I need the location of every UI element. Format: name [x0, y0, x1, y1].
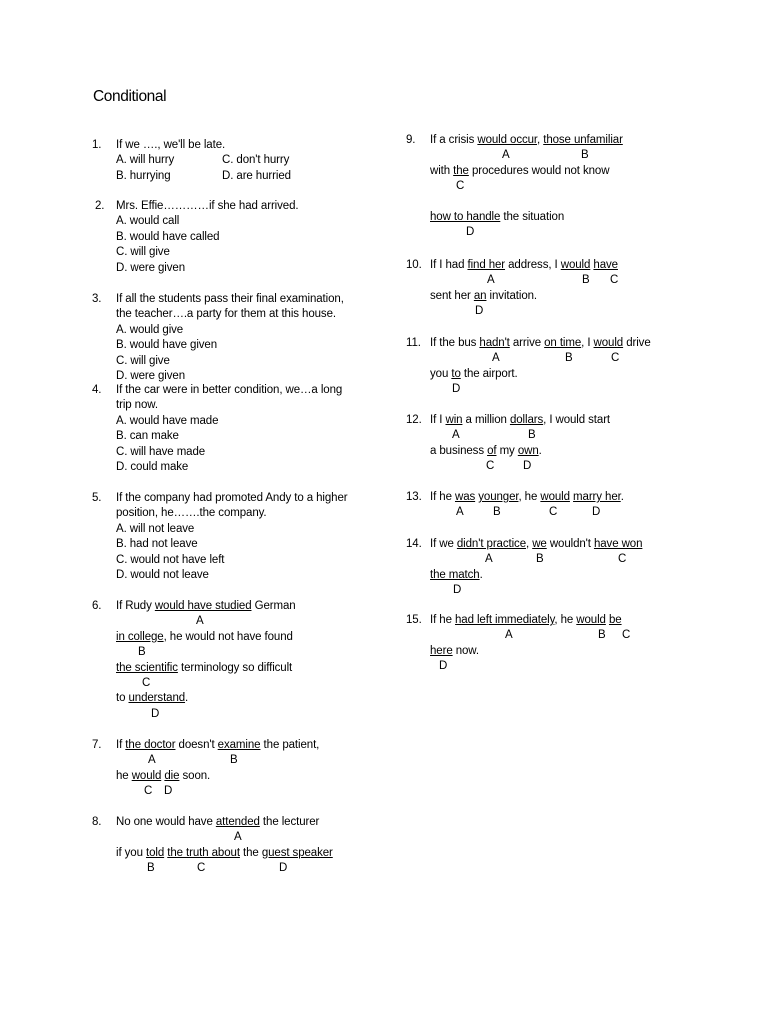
- label-d: D: [466, 226, 475, 239]
- underlined-d: own: [517, 444, 539, 457]
- question-stem: trip now.: [116, 399, 158, 412]
- underlined-d: to: [451, 367, 461, 380]
- question-5: [92, 491, 348, 583]
- label-a: A: [456, 506, 464, 519]
- underlined-d: marry her: [573, 491, 621, 503]
- label-d: D: [439, 660, 448, 673]
- question-number: 12.: [406, 414, 422, 426]
- option-b: B. would have given: [116, 339, 218, 352]
- underlined-c: have won: [593, 538, 643, 550]
- underlined-c: would: [540, 491, 570, 503]
- underlined-a: attended: [215, 816, 260, 828]
- question-number: 7.: [92, 739, 102, 751]
- label-b: B: [565, 352, 573, 365]
- label-a: A: [234, 831, 242, 844]
- label-b: B: [138, 646, 146, 659]
- question-number: 2.: [95, 200, 105, 212]
- underlined-b: told: [145, 846, 165, 859]
- question-6: 6. If Rudy would have studied German A in college, he would not have found B the scientific terminology so difficult C to understand. D: [116, 599, 296, 722]
- label-d: D: [151, 707, 160, 720]
- label-c: C: [486, 460, 495, 473]
- option-a: A. will not leave: [116, 522, 195, 535]
- option-c: C. will have made: [116, 445, 206, 458]
- option-d: D. were given: [116, 370, 186, 383]
- label-c: C: [144, 785, 153, 798]
- label-b: B: [536, 553, 544, 566]
- underlined-b: in college: [116, 630, 164, 643]
- question-number: 9.: [406, 134, 416, 146]
- option-d: D. could make: [116, 461, 189, 474]
- underlined-d: here: [430, 644, 453, 657]
- label-c: C: [611, 352, 620, 365]
- label-d: D: [453, 584, 462, 597]
- option-b: B. would have called: [116, 230, 220, 243]
- question-10: 10. If I had find her address, I would have A B C sent her an invitation. D: [430, 258, 618, 320]
- underlined-d: understand: [128, 692, 186, 705]
- question-number: 4.: [92, 384, 102, 396]
- option-c: C. would not have left: [116, 553, 225, 566]
- underlined-d: an: [473, 289, 487, 302]
- underlined-c: the scientific: [116, 661, 178, 674]
- question-number: 15.: [406, 614, 422, 626]
- question-stem: If the company had promoted Andy to a higher: [116, 492, 348, 504]
- underlined-d: how to handle: [430, 210, 501, 223]
- options: [116, 153, 342, 184]
- question-3: [92, 292, 344, 384]
- label-c: C: [622, 629, 631, 642]
- question-13: 13. If he was younger, he would marry her. A B C D: [430, 490, 624, 521]
- underlined-a: didn't practice: [456, 538, 526, 550]
- underlined-b: on time: [544, 337, 582, 349]
- question-14: 14. If we didn't practice, we wouldn't have won A B C the match. D: [430, 537, 642, 599]
- label-c: C: [549, 506, 558, 519]
- underlined-c: the truth about: [167, 846, 240, 859]
- underlined-b: those unfamiliar: [543, 134, 623, 146]
- label-b: B: [147, 862, 155, 875]
- label-c: C: [610, 274, 619, 287]
- underlined-a: was: [454, 491, 476, 503]
- question-number: 13.: [406, 491, 422, 503]
- question-4: [92, 383, 343, 475]
- label-d: D: [279, 862, 288, 875]
- label-b: B: [493, 506, 501, 519]
- label-a: A: [492, 352, 500, 365]
- option-a: A. would have made: [116, 414, 219, 427]
- label-c: C: [456, 180, 465, 193]
- question-number: 1.: [92, 139, 102, 151]
- label-d: D: [452, 383, 461, 396]
- underlined-a: had left immediately: [454, 614, 555, 626]
- question-stem: position, he…….the company.: [116, 507, 267, 520]
- underlined-b: would: [576, 614, 606, 626]
- underlined-c: have: [593, 259, 618, 271]
- question-8: 8. No one would have attended the lecturer A if you told the truth about the guest speaker B C D: [116, 815, 333, 877]
- page-title: Conditional: [93, 88, 167, 105]
- underlined-c: would: [593, 337, 624, 349]
- underlined-a: hadn't: [479, 337, 510, 349]
- underlined-b: examine: [217, 739, 261, 751]
- underlined-b: dollars: [509, 414, 544, 426]
- label-b: B: [528, 429, 536, 442]
- underlined-a: would have studied: [154, 600, 252, 612]
- question-2: [95, 199, 299, 276]
- label-a: A: [485, 553, 493, 566]
- question-stem: If the car were in better condition, we…a long: [116, 384, 343, 396]
- option-c: C. will give: [116, 246, 170, 259]
- question-number: 14.: [406, 538, 422, 550]
- underlined-c: would: [131, 769, 162, 782]
- label-b: B: [230, 754, 238, 767]
- underlined-d: guest speaker: [261, 846, 333, 859]
- option-b: B. had not leave: [116, 538, 198, 551]
- underlined-c: of: [487, 444, 497, 457]
- option-a: A. will hurry: [116, 154, 175, 167]
- label-a: A: [505, 629, 513, 642]
- label-d: D: [164, 785, 173, 798]
- label-a: A: [487, 274, 495, 287]
- question-stem: If we …., we'll be late.: [116, 139, 226, 151]
- label-a: A: [452, 429, 460, 442]
- underlined-a: would occur: [477, 134, 538, 146]
- question-number: 8.: [92, 816, 102, 828]
- option-d: D. would not leave: [116, 569, 209, 582]
- option-a: A. would call: [116, 215, 180, 228]
- label-b: B: [582, 274, 590, 287]
- question-9: 9. If a crisis would occur, those unfamiliar A B with the procedures would not know C how to handle the situation D: [430, 133, 623, 241]
- underlined-b: younger: [478, 491, 519, 503]
- underlined-d: die: [164, 769, 180, 782]
- label-c: C: [142, 677, 151, 689]
- underlined-b: we: [532, 538, 547, 550]
- question-stem: If all the students pass their final examination,: [116, 293, 344, 305]
- underlined-a: win: [445, 414, 463, 426]
- question-12: 12. If I win a million dollars, I would start A B a business of my own. C D: [430, 413, 610, 475]
- question-1: [92, 138, 342, 184]
- label-b: B: [581, 149, 589, 162]
- option-d: D. were given: [116, 261, 186, 274]
- option-d: D. are hurried: [222, 169, 291, 182]
- underlined-c: the: [453, 164, 469, 177]
- question-number: 10.: [406, 259, 422, 271]
- question-number: 3.: [92, 293, 102, 305]
- label-c: C: [618, 553, 627, 566]
- label-c: C: [197, 862, 206, 875]
- option-a: A. would give: [116, 323, 184, 336]
- underlined-a: the doctor: [125, 739, 176, 751]
- question-15: 15. If he had left immediately, he would be A B C here now. D: [430, 613, 622, 675]
- question-number: 5.: [92, 492, 102, 504]
- underlined-a: find her: [467, 259, 506, 271]
- option-b: B. hurrying: [116, 169, 171, 182]
- question-number: 11.: [406, 337, 421, 349]
- question-7: 7. If the doctor doesn't examine the patient, A B he would die soon. C D: [116, 738, 319, 800]
- label-a: A: [502, 149, 510, 162]
- question-stem: the teacher….a party for them at this house.: [116, 308, 336, 321]
- question-number: 6.: [92, 600, 102, 612]
- label-a: A: [148, 754, 156, 767]
- underlined-d: the match: [430, 568, 480, 581]
- option-c: C. don't hurry: [222, 154, 290, 167]
- label-d: D: [592, 506, 601, 519]
- label-d: D: [523, 460, 532, 473]
- question-11: 11. If the bus hadn't arrive on time, I would drive A B C you to the airport. D: [430, 336, 651, 398]
- label-d: D: [475, 305, 484, 318]
- option-b: B. can make: [116, 430, 179, 443]
- underlined-c: be: [608, 614, 622, 626]
- label-a: A: [196, 615, 204, 628]
- option-c: C. will give: [116, 354, 170, 367]
- question-stem: Mrs. Effie…………if she had arrived.: [116, 200, 299, 212]
- underlined-b: would: [560, 259, 591, 271]
- label-b: B: [598, 629, 606, 642]
